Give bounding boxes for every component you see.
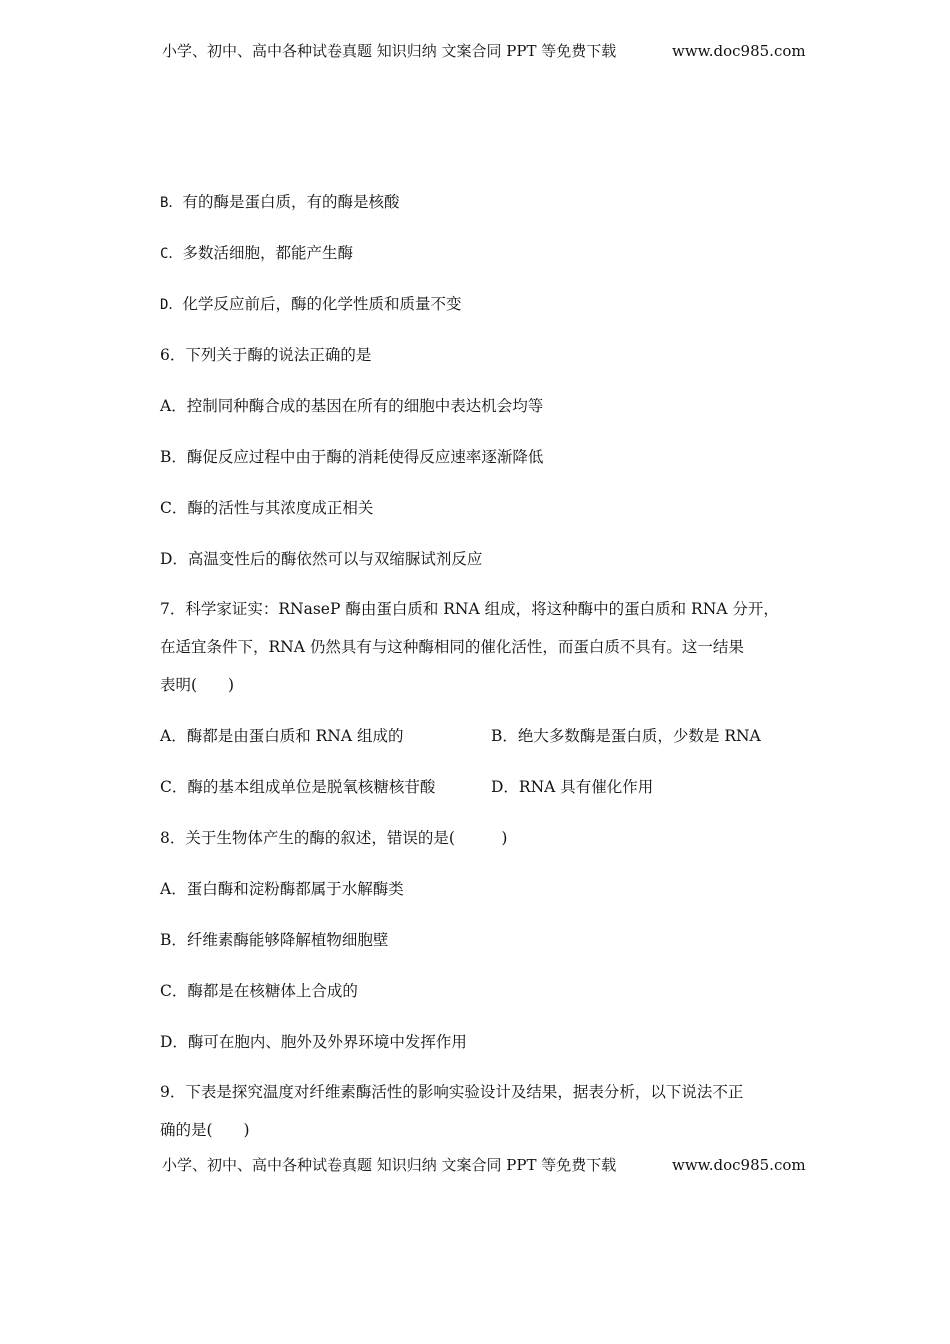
header-url: www.doc985.com [672,42,806,60]
q7-options-row2 [160,776,654,798]
q6-option-c: C．酶的活性与其浓度成正相关 [160,499,374,517]
q7-stem-line2: 在适宜条件下，RNA 仍然具有与这种酶相同的催化活性，而蛋白质不具有。这一结果 [160,638,744,656]
q6-option-a: A．控制同种酶合成的基因在所有的细胞中表达机会均等 [160,397,544,415]
header-promo-text: 小学、初中、高中各种试卷真题 知识归纳 文案合同 PPT 等免费下载 [162,42,617,60]
q5-option-c: C．多数活细胞，都能产生酶 [160,244,353,262]
footer-promo-text: 小学、初中、高中各种试卷真题 知识归纳 文案合同 PPT 等免费下载 [162,1156,617,1174]
q9-stem-line1: 9．下表是探究温度对纤维素酶活性的影响实验设计及结果，据表分析，以下说法不正 [160,1083,744,1101]
q6-stem: 6．下列关于酶的说法正确的是 [160,346,372,364]
q7-option-a: A．酶都是由蛋白质和 RNA 组成的 [160,727,404,745]
q7-option-d: D．RNA 具有催化作用 [491,778,654,796]
q7-option-c: C．酶的基本组成单位是脱氧核糖核苷酸 [160,778,436,796]
q8-option-a: A．蛋白酶和淀粉酶都属于水解酶类 [160,880,404,898]
q9-stem-line2: 确的是( ) [160,1121,250,1139]
q7-stem-line3: 表明( ) [160,676,235,694]
q5-option-b: B．有的酶是蛋白质，有的酶是核酸 [160,193,400,211]
q6-option-d: D．高温变性后的酶依然可以与双缩脲试剂反应 [160,550,483,568]
q7-option-b: B．绝大多数酶是蛋白质，少数是 RNA [491,727,761,745]
q6-option-b: B．酶促反应过程中由于酶的消耗使得反应速率逐渐降低 [160,448,544,466]
footer-url: www.doc985.com [672,1156,806,1174]
q8-stem: 8．关于生物体产生的酶的叙述，错误的是( ) [160,829,508,847]
q8-option-d: D．酶可在胞内、胞外及外界环境中发挥作用 [160,1033,467,1051]
q5-option-d: D．化学反应前后，酶的化学性质和质量不变 [160,295,462,313]
q7-options-row1 [160,725,761,747]
q8-option-b: B．纤维素酶能够降解植物细胞壁 [160,931,389,949]
q7-stem-line1: 7．科学家证实：RNaseP 酶由蛋白质和 RNA 组成，将这种酶中的蛋白质和 RNA 分开， [160,600,779,618]
q8-option-c: C．酶都是在核糖体上合成的 [160,982,358,1000]
